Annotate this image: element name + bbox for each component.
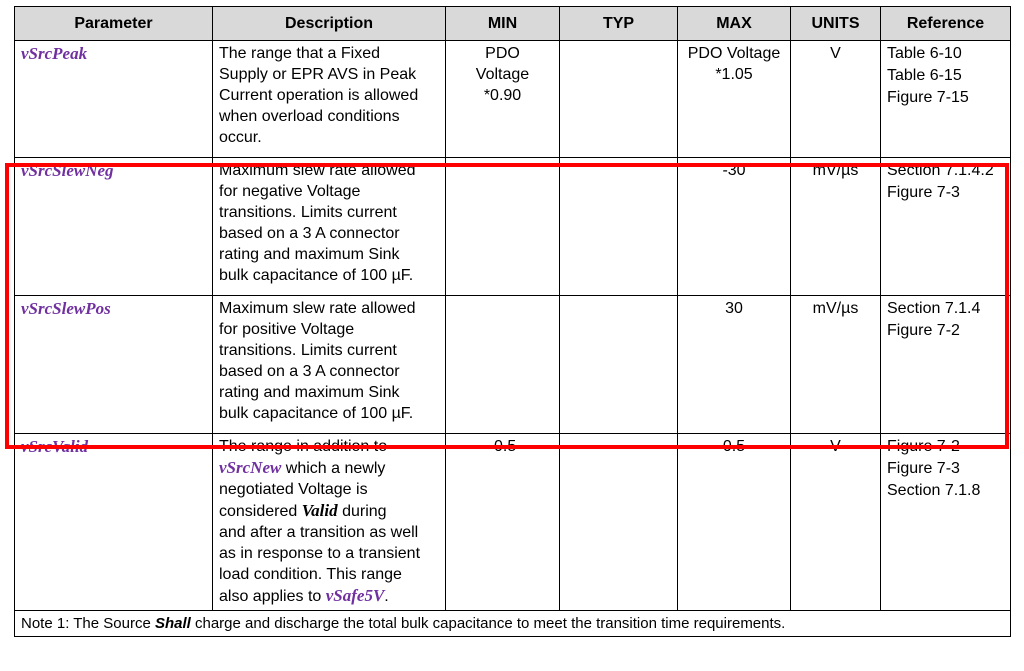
- term-link: vSafe5V: [325, 586, 385, 605]
- description-line: Maximum slew rate allowed: [219, 162, 416, 179]
- description-text: .: [384, 588, 389, 605]
- description-line: as in response to a transient: [219, 545, 421, 562]
- term-link: vSrcNew: [219, 458, 282, 477]
- note-prefix: Note 1: The Source: [21, 615, 155, 632]
- table-row: [15, 41, 1011, 158]
- reference-item: Figure 7-3: [887, 460, 960, 477]
- description-line: Supply or EPR AVS in Peak: [219, 66, 417, 83]
- units-cell: V: [791, 41, 881, 158]
- reference-item: Figure 7-2: [887, 322, 960, 339]
- reference-item: Section 7.1.4.2: [887, 162, 994, 179]
- description-text: during: [337, 503, 387, 520]
- reference-cell: [881, 434, 1011, 611]
- header-description: Description: [213, 7, 446, 41]
- description-text: also applies to: [219, 588, 326, 605]
- description-text: considered: [219, 503, 302, 520]
- description-line: rating and maximum Sink: [219, 384, 400, 401]
- description-line: based on a 3 A connector: [219, 363, 400, 380]
- description-line: [219, 585, 439, 607]
- reference-cell: [881, 158, 1011, 296]
- max-line: PDO Voltage: [687, 45, 781, 62]
- max-cell: 30: [678, 296, 791, 434]
- description-line: The range in addition to: [219, 438, 388, 455]
- description-line: when overload conditions: [219, 108, 400, 125]
- header-row: [15, 7, 1011, 41]
- reference-item: Figure 7-2: [887, 438, 960, 455]
- typ-cell: [560, 296, 678, 434]
- description-line: occur.: [219, 129, 262, 146]
- reference-item: Section 7.1.4: [887, 300, 981, 317]
- min-line: PDO: [485, 45, 520, 62]
- header-max: MAX: [678, 7, 791, 41]
- reference-item: Section 7.1.8: [887, 482, 981, 499]
- description-cell: [213, 158, 446, 296]
- description-line: based on a 3 A connector: [219, 225, 400, 242]
- reference-item: Figure 7-15: [887, 89, 969, 106]
- units-cell: mV/µs: [791, 296, 881, 434]
- table-row: [15, 296, 1011, 434]
- description-line: Current operation is allowed: [219, 87, 419, 104]
- description-line: Maximum slew rate allowed: [219, 300, 416, 317]
- parameter-table: [14, 6, 1011, 637]
- reference-cell: [881, 41, 1011, 158]
- header-units: UNITS: [791, 7, 881, 41]
- description-line: negotiated Voltage is: [219, 481, 368, 498]
- description-line: for positive Voltage: [219, 321, 355, 338]
- units-cell: mV/µs: [791, 158, 881, 296]
- description-line: transitions. Limits current: [219, 204, 397, 221]
- description-line: for negative Voltage: [219, 183, 361, 200]
- description-text: which a newly: [281, 460, 386, 477]
- units-cell: V: [791, 434, 881, 611]
- typ-cell: [560, 158, 678, 296]
- parameter-name: vSrcSlewPos: [15, 296, 213, 434]
- reference-cell: [881, 296, 1011, 434]
- max-line: *1.05: [715, 66, 753, 83]
- min-line: Voltage: [475, 66, 530, 83]
- term-emphasis: Valid: [301, 501, 338, 520]
- min-cell: -0.5: [446, 434, 560, 611]
- description-line: load condition. This range: [219, 566, 402, 583]
- description-line: [219, 500, 439, 522]
- typ-cell: [560, 434, 678, 611]
- header-parameter: Parameter: [15, 7, 213, 41]
- table-row: [15, 158, 1011, 296]
- description-line: transitions. Limits current: [219, 342, 397, 359]
- description-cell: [213, 434, 446, 611]
- min-cell: [446, 296, 560, 434]
- typ-cell: [560, 41, 678, 158]
- description-line: bulk capacitance of 100 µF.: [219, 267, 414, 284]
- note-suffix: charge and discharge the total bulk capacitance to meet the transition time requirements.: [190, 615, 786, 632]
- header-typ: TYP: [560, 7, 678, 41]
- note-row: [15, 611, 1011, 637]
- description-line: bulk capacitance of 100 µF.: [219, 405, 414, 422]
- max-cell: [678, 41, 791, 158]
- reference-item: Figure 7-3: [887, 184, 960, 201]
- description-line: rating and maximum Sink: [219, 246, 400, 263]
- max-cell: -30: [678, 158, 791, 296]
- description-line: and after a transition as well: [219, 524, 419, 541]
- header-min: MIN: [446, 7, 560, 41]
- parameter-name: vSrcPeak: [15, 41, 213, 158]
- header-reference: Reference: [881, 7, 1011, 41]
- max-cell: 0.5: [678, 434, 791, 611]
- table-note: [15, 611, 1011, 637]
- description-line: The range that a Fixed: [219, 45, 380, 62]
- description-cell: [213, 41, 446, 158]
- min-cell: [446, 41, 560, 158]
- reference-item: Table 6-15: [887, 67, 962, 84]
- note-shall: Shall: [154, 615, 191, 632]
- parameter-name: vSrcValid: [15, 434, 213, 611]
- min-cell: [446, 158, 560, 296]
- min-line: *0.90: [483, 87, 522, 104]
- description-cell: [213, 296, 446, 434]
- table-row: [15, 434, 1011, 611]
- reference-item: Table 6-10: [887, 45, 962, 62]
- description-line: [219, 457, 439, 479]
- parameter-name: vSrcSlewNeg: [15, 158, 213, 296]
